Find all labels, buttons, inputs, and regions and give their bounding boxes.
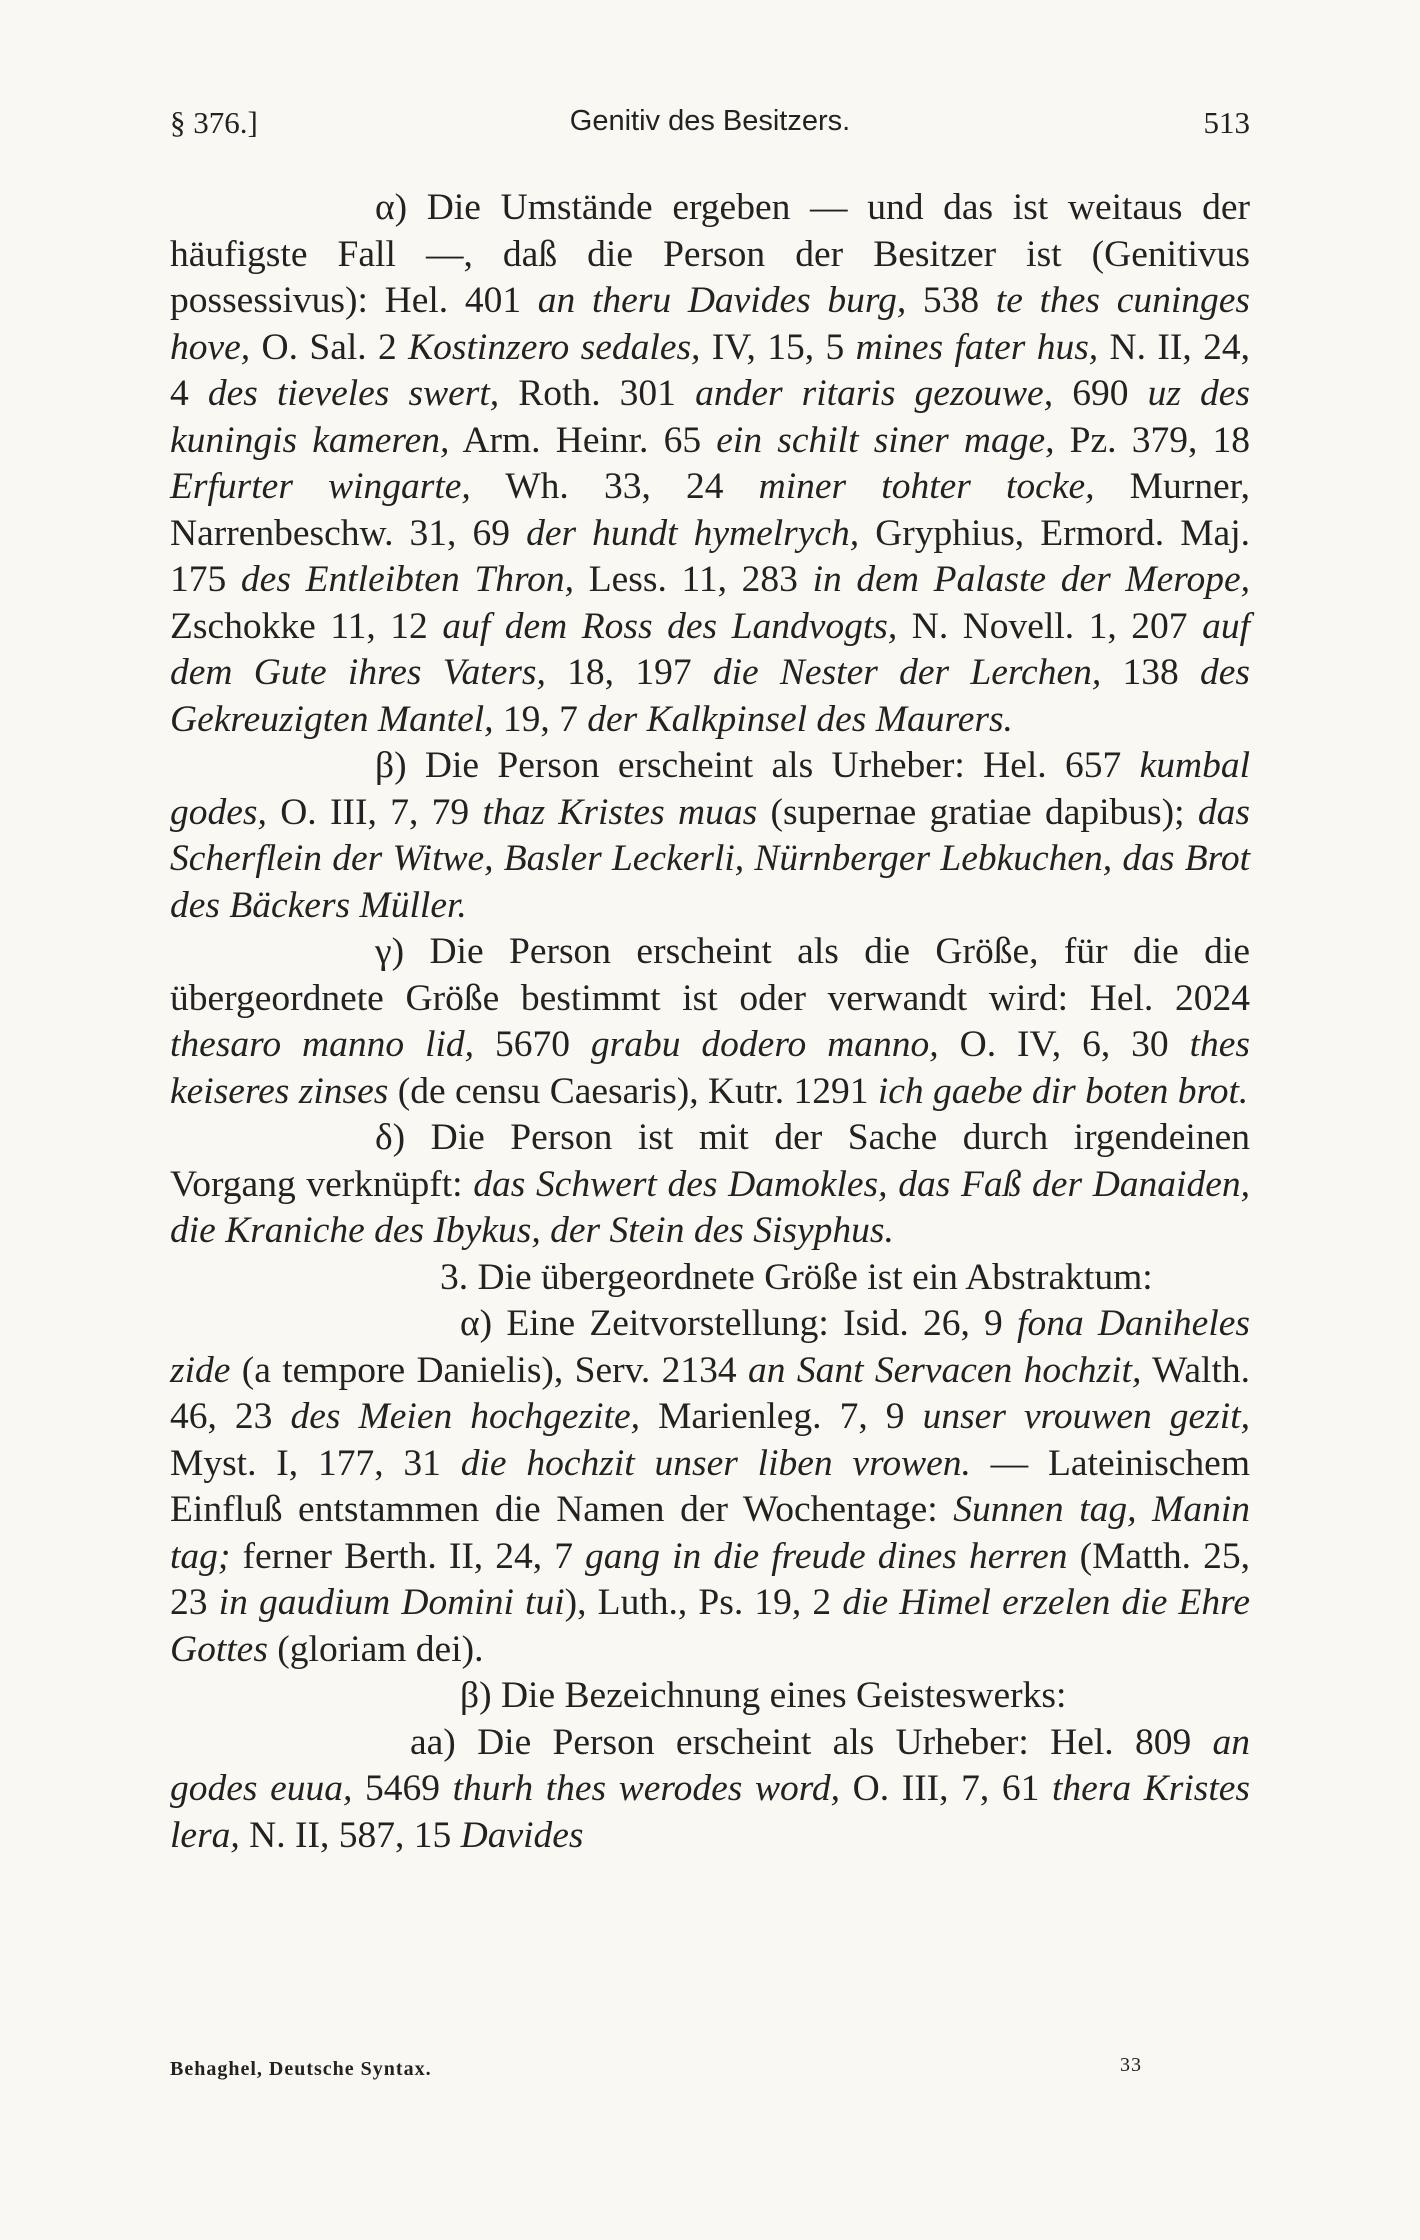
text-run: O. IV, 6, 30 <box>938 1024 1190 1065</box>
text-run: β) Die Person erscheint als Urheber: Hel. 657 <box>375 745 1140 786</box>
italic-citation: auf dem Ross des Landvogts, <box>442 605 898 647</box>
italic-citation: in gaudium Domini tui <box>218 1582 565 1623</box>
text-run: O. Sal. 2 <box>250 326 409 368</box>
italic-citation: thurh thes werodes word, <box>452 1768 841 1809</box>
paragraph-alpha-zeitvorstellung <box>170 1301 1250 1673</box>
italic-citation: in dem Palaste der Merope, <box>812 559 1250 600</box>
text-run: Less. 11, 283 <box>574 559 813 600</box>
footer-author: Behaghel, Deutsche Syntax. <box>170 2058 432 2080</box>
text-run: Roth. 301 <box>499 373 696 414</box>
page-body <box>170 185 1250 1859</box>
text-run: 18, 197 <box>545 652 713 693</box>
text-run: Myst. I, 177, 31 <box>170 1442 461 1484</box>
text-run: Pz. 379, 18 <box>1054 419 1250 461</box>
italic-citation: an theru Davides burg, <box>537 280 907 321</box>
italic-citation: ander ritaris gezouwe, <box>695 373 1054 414</box>
italic-citation: Kostinzero sedales, <box>408 326 701 368</box>
text-run: N. II, 587, 15 <box>239 1814 461 1856</box>
text-run: Murner, Narrenbeschw. 31, 69 <box>170 466 1250 554</box>
text-run: 19, 7 <box>493 698 588 740</box>
text-run: 3. Die übergeordnete Größe ist ein Abstraktum: <box>440 1256 1153 1298</box>
italic-citation: miner tohter tocke, <box>758 466 1095 507</box>
paragraph-aa-urheber <box>170 1720 1250 1860</box>
text-run: Arm. Heinr. 65 <box>449 419 717 461</box>
italic-citation: Sunnen tag, Manin tag; <box>170 1489 1250 1577</box>
running-header <box>170 105 1250 155</box>
text-run: Marienleg. 7, 9 <box>640 1396 923 1437</box>
italic-citation: ich gaebe dir boten brot. <box>877 1070 1249 1112</box>
italic-citation: des Meien hochgezite, <box>290 1396 641 1437</box>
italic-citation: das Schwert des Damokles, das Faß der Danaiden, die Kraniche des Ibykus, der Stein des Sisyphus. <box>170 1163 1250 1251</box>
text-run: aa) Die Person erscheint als Urheber: Hel. 809 <box>410 1721 1213 1763</box>
paragraph-beta-urheber <box>170 743 1250 929</box>
paragraph-beta-geisteswerk <box>170 1673 1250 1720</box>
text-run: O. III, 7, 79 <box>266 791 483 833</box>
text-run: Wh. 33, 24 <box>470 466 759 507</box>
italic-citation: des Gekreuzigten Mantel, <box>170 652 1251 740</box>
paragraph-section-3 <box>170 1255 1250 1302</box>
text-run: O. III, 7, 61 <box>840 1768 1052 1809</box>
text-run: — Lateinischem Einfluß entstammen die Namen der Wochentage: <box>170 1442 1250 1530</box>
text-run: ), Luth., Ps. 19, 2 <box>564 1582 843 1623</box>
text-run: N. II, 24, 4 <box>170 326 1250 414</box>
text-run: (de censu Caesaris), Kutr. 1291 <box>388 1070 878 1112</box>
italic-citation: thaz Kristes muas <box>482 791 758 833</box>
italic-citation: der Kalkpinsel des Maurers. <box>587 698 1013 740</box>
italic-citation: unser vrouwen gezit, <box>922 1396 1250 1437</box>
text-run: γ) Die Person erscheint als die Größe, für die die übergeordnete Größe bestimmt ist oder verwandt wird: Hel. 2024 <box>170 931 1250 1019</box>
italic-citation: an godes euua, <box>170 1721 1250 1809</box>
text-run: δ) Die Person ist mit der Sache durch irgendeinen Vorgang verknüpft: <box>170 1117 1250 1205</box>
text-run: 5469 <box>352 1768 453 1809</box>
italic-citation: thes keiseres zinses <box>170 1024 1250 1112</box>
italic-citation: Davides <box>460 1814 584 1856</box>
italic-citation: des Entleibten Thron, <box>240 559 575 600</box>
italic-citation: kumbal godes, <box>170 745 1250 833</box>
text-run: α) Die Umstände ergeben — und das ist weitaus der häufigste Fall —, daß die Person der Besitzer ist (Genitivus possessivus): Hel. 401 <box>170 187 1250 321</box>
text-run: (Matth. 25, 23 <box>170 1535 1250 1623</box>
text-run: (a tempore Danielis), Serv. 2134 <box>230 1349 748 1391</box>
italic-citation: Erfurter wingarte, <box>170 466 471 507</box>
italic-citation: grabu dodero manno, <box>590 1024 939 1065</box>
text-run: Gryphius, Ermord. Maj. 175 <box>170 512 1250 600</box>
italic-citation: mines fater hus, <box>855 326 1099 368</box>
italic-citation: thera Kristes lera, <box>170 1768 1250 1856</box>
italic-citation: des tieveles swert, <box>207 373 500 414</box>
text-run: IV, 15, 5 <box>700 326 856 368</box>
text-run: 5670 <box>474 1024 591 1065</box>
italic-citation: gang in die freude dines herren <box>585 1535 1068 1577</box>
text-run: (gloriam dei). <box>267 1628 484 1670</box>
italic-citation: auf dem Gute ihres Vaters, <box>170 605 1250 693</box>
italic-citation: te thes cuninges hove, <box>170 280 1250 368</box>
text-run: 690 <box>1053 373 1148 414</box>
italic-citation: die hochzit unser liben vrowen. <box>460 1442 971 1484</box>
italic-citation: die Nester der Lerchen, <box>712 652 1102 693</box>
text-run: Walth. 46, 23 <box>170 1349 1250 1437</box>
italic-citation: an Sant Servacen hochzit, <box>748 1349 1142 1391</box>
text-run: ferner Berth. II, 24, 7 <box>230 1535 586 1577</box>
italic-citation: das Scherflein der Witwe, Basler Leckerli, Nürnberger Lebkuchen, das Brot des Bäckers Müller. <box>170 791 1250 926</box>
page-number: 513 <box>1203 105 1250 140</box>
text-run: 138 <box>1101 652 1201 693</box>
text-run: α) Eine Zeitvorstellung: Isid. 26, 9 <box>460 1303 1018 1344</box>
italic-citation: der hundt hymelrych, <box>526 512 860 554</box>
text-run: Zschokke 11, 12 <box>170 605 443 647</box>
text-run: 538 <box>906 280 996 321</box>
text-run: (supernae gratiae dapibus); <box>757 791 1198 833</box>
italic-citation: uz des kuningis kameren, <box>170 373 1251 461</box>
text-run: β) Die Bezeichnung eines Geisteswerks: <box>460 1675 1067 1716</box>
italic-citation: ein schilt siner mage, <box>716 419 1055 461</box>
italic-citation: die Himel erzelen die Ehre Gottes <box>170 1582 1250 1670</box>
italic-citation: thesaro manno lid, <box>170 1024 475 1065</box>
page-footer <box>170 2054 1250 2088</box>
italic-citation: fona Daniheles zide <box>170 1303 1250 1391</box>
paragraph-alpha-possessive <box>170 185 1250 743</box>
paragraph-gamma-bestimmung <box>170 929 1250 1115</box>
paragraph-delta-vorgang <box>170 1115 1250 1255</box>
signature-mark: 33 <box>1120 2054 1142 2076</box>
section-number: § 376.] <box>170 105 258 140</box>
page-title: Genitiv des Besitzers. <box>569 105 851 137</box>
text-run: N. Novell. 1, 207 <box>897 605 1203 647</box>
